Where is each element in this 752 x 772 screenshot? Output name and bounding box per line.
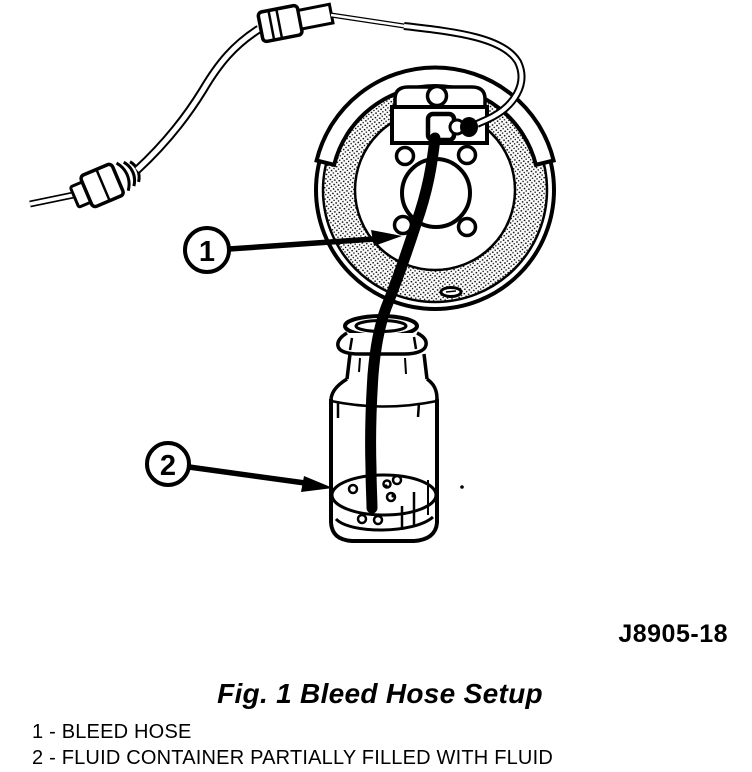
shoulder-body-junction <box>331 401 437 407</box>
lug-hole <box>459 147 476 164</box>
air-bubble <box>393 476 401 484</box>
bottle-shoulder-right <box>427 379 437 399</box>
fluid-container <box>331 316 464 541</box>
figure-code: J8905-18 <box>618 620 728 648</box>
hose-fitting-lower <box>68 155 145 213</box>
adjuster-slot-mark <box>446 291 456 292</box>
legend-item-1: 1 - BLEED HOSE <box>32 721 192 743</box>
legend-item-2: 2 - FLUID CONTAINER PARTIALLY FILLED WITH FLUID <box>32 747 553 769</box>
air-bubble <box>349 485 357 493</box>
callout-2 <box>147 443 333 492</box>
bottle-neck-right <box>424 354 427 379</box>
bottle-bottom-inner <box>336 517 433 530</box>
lug-hole <box>397 148 414 165</box>
flex-hose-curve-bore <box>137 29 259 170</box>
air-bubble <box>374 516 382 524</box>
hose-fitting-upper <box>258 0 334 42</box>
brake-tube-loop-bore <box>331 15 404 26</box>
callout-2-leader <box>189 467 305 483</box>
neck-highlight <box>405 358 406 374</box>
bottle-neck-left <box>347 354 350 379</box>
bubble-dot <box>391 494 394 497</box>
callout-2-number: 2 <box>159 450 177 482</box>
air-bubble <box>358 515 366 523</box>
tube-end-connector <box>460 117 478 137</box>
neck-highlight <box>359 358 360 372</box>
bottle-shoulder-left <box>331 379 347 399</box>
bubble-dot <box>384 484 387 487</box>
callout-2-arrowhead <box>301 476 333 492</box>
body-highlight <box>418 403 419 417</box>
lug-hole <box>459 219 476 236</box>
fitting-barrel <box>298 4 333 29</box>
ink-speck <box>460 485 464 489</box>
figure-legend <box>32 719 553 771</box>
figure-caption: Fig. 1 Bleed Hose Setup <box>217 678 543 709</box>
callout-1-number: 1 <box>198 236 216 268</box>
wheel-cylinder-port <box>428 87 447 106</box>
